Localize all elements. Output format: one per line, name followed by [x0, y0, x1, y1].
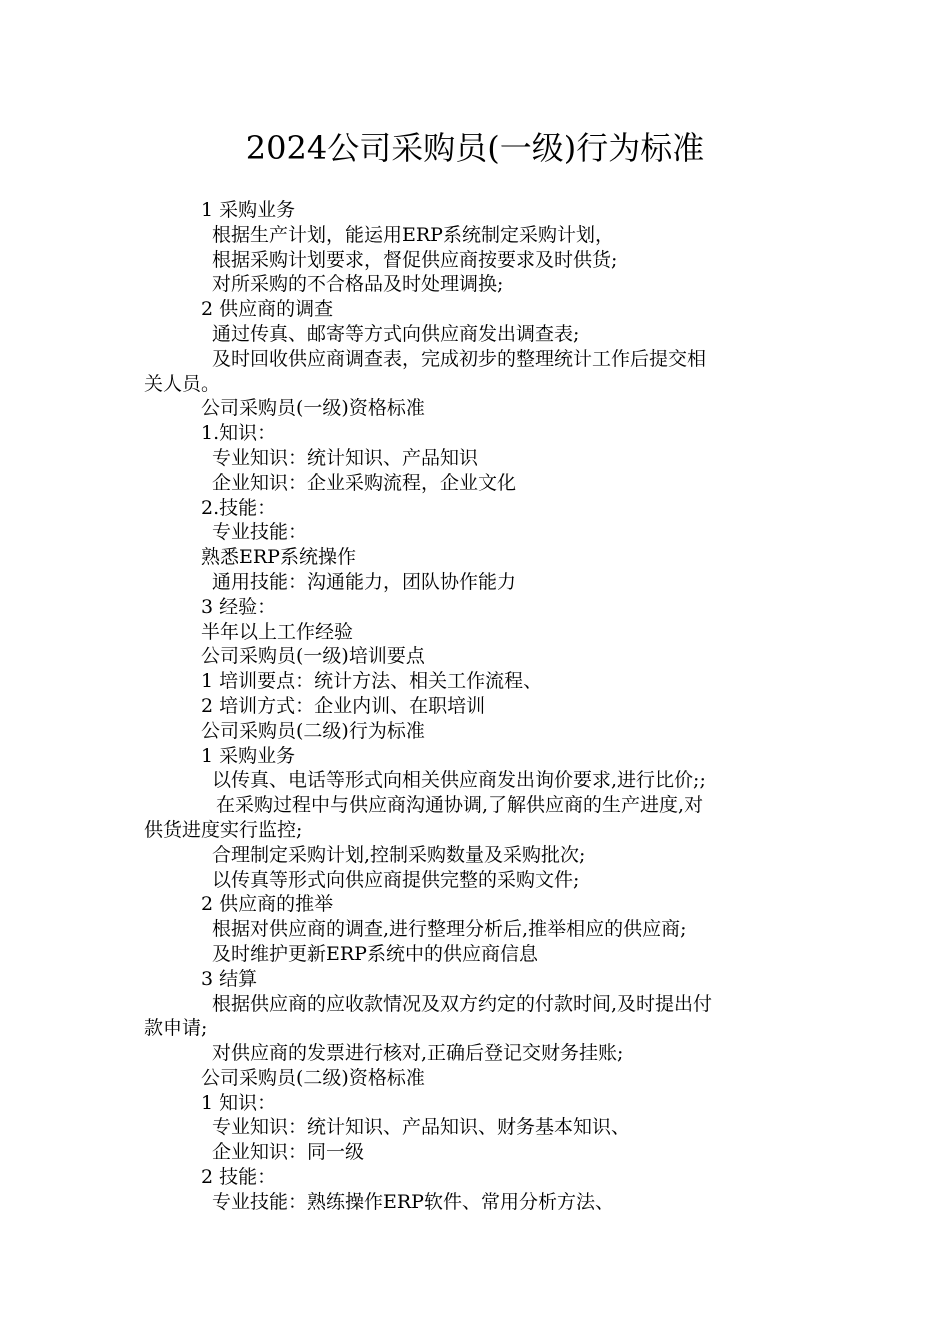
- paragraph-line: 对所采购的不合格品及时处理调换;: [212, 273, 504, 296]
- section-heading: 公司采购员(一级)培训要点: [201, 645, 425, 668]
- paragraph-line: 通过传真、邮寄等方式向供应商发出调查表;: [212, 322, 580, 345]
- paragraph-line: 半年以上工作经验: [201, 620, 354, 643]
- paragraph-line: 以传真、电话等形式向相关供应商发出询价要求,进行比价;;: [212, 769, 706, 792]
- section-heading: 公司采购员(二级)资格标准: [201, 1066, 425, 1089]
- paragraph-line: 供货进度实行监控;: [144, 818, 303, 841]
- subsection-heading: 2 技能：: [201, 1166, 277, 1189]
- paragraph-line: 通用技能：沟通能力，团队协作能力: [212, 570, 517, 593]
- section-heading: 公司采购员(二级)行为标准: [201, 719, 425, 742]
- document-title: 2024公司采购员(一级)行为标准: [245, 129, 705, 167]
- subsection-heading: 1 采购业务: [201, 744, 296, 767]
- paragraph-line: 及时回收供应商调查表，完成初步的整理统计工作后提交相: [212, 347, 707, 370]
- section-heading: 1 采购业务: [201, 199, 296, 221]
- paragraph-line: 根据对供应商的调查,进行整理分析后,推举相应的供应商;: [212, 918, 687, 941]
- section-heading: 公司采购员(一级)资格标准: [201, 397, 425, 420]
- paragraph-line: 专业技能：: [212, 521, 308, 544]
- paragraph-line: 根据供应商的应收款情况及双方约定的付款时间,及时提出付: [212, 992, 713, 1015]
- paragraph-line: 专业知识：统计知识、产品知识: [212, 446, 479, 469]
- paragraph-line: 2 培训方式：企业内训、在职培训: [201, 694, 486, 717]
- paragraph-line: 在采购过程中与供应商沟通协调,了解供应商的生产进度,对: [216, 794, 704, 817]
- subsection-heading: 2 供应商的推举: [201, 893, 334, 916]
- paragraph-line: 款申请;: [144, 1017, 208, 1040]
- subsection-heading: 2.技能：: [201, 496, 277, 519]
- subsection-heading: 3 结算: [201, 967, 258, 990]
- paragraph-line: 合理制定采购计划,控制采购数量及采购批次;: [212, 843, 586, 866]
- paragraph-line: 以传真等形式向供应商提供完整的采购文件;: [212, 868, 580, 891]
- paragraph-line: 专业知识：统计知识、产品知识、财务基本知识、: [212, 1116, 631, 1139]
- document-body: [144, 198, 814, 1215]
- paragraph-line: 专业技能：熟练操作ERP软件、常用分析方法、: [212, 1190, 614, 1213]
- paragraph-line: 对供应商的发票进行核对,正确后登记交财务挂账;: [212, 1042, 624, 1065]
- paragraph-line: 企业知识：同一级: [212, 1141, 365, 1164]
- paragraph-line: 熟悉ERP系统操作: [201, 546, 356, 569]
- paragraph-line: 及时维护更新ERP系统中的供应商信息: [212, 942, 538, 965]
- subsection-heading: 1 知识：: [201, 1091, 277, 1114]
- paragraph-line: 根据生产计划，能运用ERP系统制定采购计划，: [212, 223, 614, 246]
- paragraph-line: 企业知识：企业采购流程，企业文化: [212, 471, 517, 494]
- paragraph-line: 1 培训要点：统计方法、相关工作流程、: [201, 670, 543, 693]
- section-heading: 2 供应商的调查: [201, 298, 334, 321]
- paragraph-line: 关人员。: [144, 372, 221, 395]
- paragraph-line: 根据采购计划要求，督促供应商按要求及时供货;: [212, 248, 618, 271]
- subsection-heading: 1.知识：: [201, 422, 277, 445]
- subsection-heading: 3 经验：: [201, 595, 277, 618]
